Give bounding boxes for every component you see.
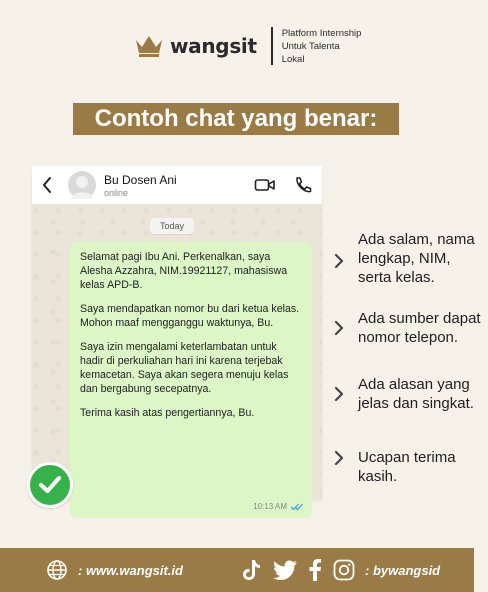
tiktok-link[interactable]: [240, 548, 262, 592]
chevron-right-icon: [332, 319, 346, 337]
twitter-icon: [273, 559, 299, 581]
avatar-icon[interactable]: [68, 171, 96, 199]
tiktok-icon: [240, 558, 262, 582]
message-meta: [253, 500, 304, 514]
message-paragraph: Saya izin mengalami keterlambatan untuk hadir di perkuliahan hari ini karena terjebak kemacetan. Saya akan segera menuju kelas dan bergabung secepatnya.: [80, 341, 289, 395]
tagline-line2: Untuk Talenta Lokal: [281, 40, 340, 65]
website-label: : www.wangsit.id: [78, 562, 183, 578]
correct-check-badge: [27, 462, 73, 508]
annotation-2: [332, 309, 488, 347]
brand-divider: [271, 27, 273, 65]
social-handle-label: : bywangsid: [365, 562, 441, 578]
message-paragraph: Terima kasih atas pengertiannya, Bu.: [80, 407, 255, 419]
contact-status: online: [104, 187, 129, 198]
double-check-icon: [290, 503, 304, 511]
twitter-link[interactable]: [273, 548, 299, 592]
title-banner: [73, 103, 399, 135]
chevron-right-icon: [332, 252, 346, 270]
video-call-icon[interactable]: [254, 175, 276, 195]
chevron-right-icon: [332, 449, 346, 467]
annotation-text: Ucapan terima kasih.: [358, 449, 456, 485]
contact-name: Bu Dosen Ani: [104, 172, 177, 187]
annotation-text: Ada sumber dapat nomor telepon.: [358, 310, 481, 346]
message-bubble[interactable]: [70, 242, 312, 518]
annotation-text: Ada salam, nama lengkap, NIM, serta kelas.: [358, 231, 475, 286]
chat-header: [32, 166, 322, 204]
checkmark-icon: [38, 475, 62, 495]
crown-logo-icon: [134, 34, 164, 58]
facebook-link[interactable]: [308, 548, 322, 592]
brand-tagline: [282, 27, 364, 66]
brand-name: wangsit: [170, 34, 257, 58]
message-time: 10:13 AM: [253, 502, 287, 511]
annotation-text: Ada alasan yang jelas dan singkat.: [358, 376, 474, 412]
annotation-4: [332, 448, 458, 486]
page-title: Contoh chat yang benar:: [94, 105, 378, 132]
footer-bar: [0, 548, 474, 592]
back-arrow-icon[interactable]: [40, 175, 54, 195]
date-chip: Today: [150, 218, 194, 234]
annotation-3: [332, 375, 488, 413]
annotation-1: [332, 230, 488, 287]
chat-window: [32, 166, 322, 511]
chat-body: [32, 204, 322, 511]
instagram-icon: [333, 559, 355, 581]
tagline-line1: Platform Internship: [281, 27, 362, 39]
contact-info[interactable]: [104, 173, 238, 198]
chevron-right-icon: [332, 385, 346, 403]
facebook-icon: [308, 558, 322, 582]
brand-header: [134, 26, 364, 66]
message-paragraph: Saya mendapatkan nomor bu dari ketua kelas. Mohon maaf mengganggu waktunya, Bu.: [80, 303, 300, 329]
message-paragraph: Selamat pagi Ibu Ani. Perkenalkan, saya Alesha Azzahra, NIM.19921127, mahasiswa kelas APD-B.: [80, 251, 288, 291]
phone-icon[interactable]: [292, 175, 314, 195]
globe-icon: [46, 559, 68, 581]
website-link[interactable]: [46, 548, 183, 592]
instagram-link[interactable]: [333, 548, 440, 592]
